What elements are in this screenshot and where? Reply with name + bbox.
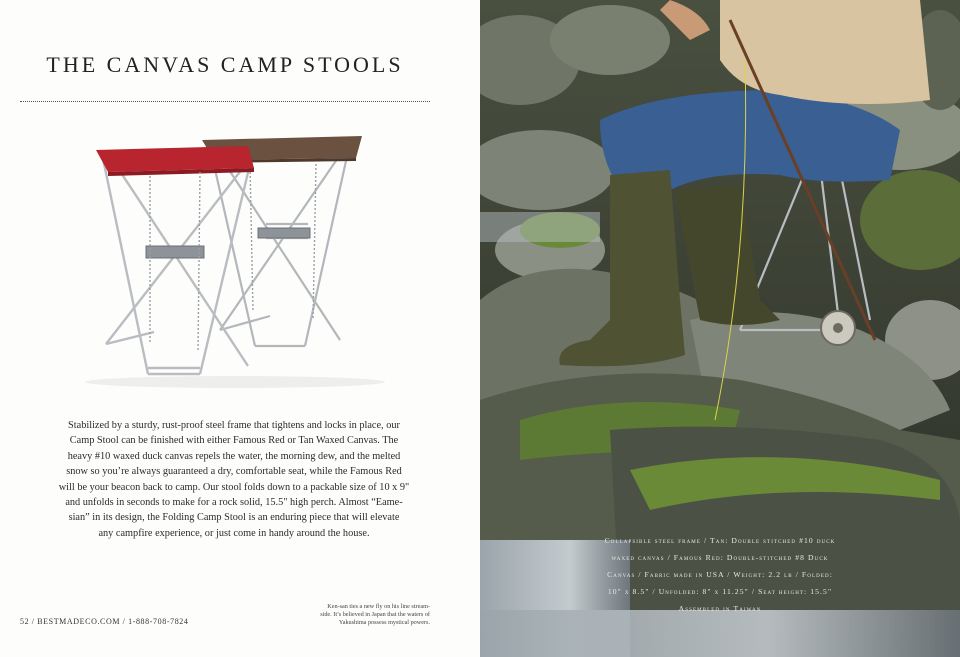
spec-line: Collapsible steel frame / Tan: Double stitched #10 duck	[604, 536, 836, 545]
caption-line: Yakushima possess mystical powers.	[338, 619, 430, 626]
camp-stools-photo	[70, 120, 400, 400]
description-line: and unfolds in seconds to make for a rock solid, 15.5" high perch. Almost “Eame-	[65, 497, 403, 509]
description-line: heavy #10 waxed duck canvas repels the water, the morning dew, and the melted	[67, 450, 401, 462]
description-line: any campfire experience, or just come in handy around the house.	[98, 527, 370, 539]
spec-line: Canvas / Fabric made in USA / Weight: 2.2 lb / Folded:	[607, 570, 833, 579]
description-line: snow so you’re always guaranteed a dry, comfortable seat, while the Famous Red	[66, 466, 402, 478]
page-folio: 52 / BESTMADECO.COM / 1-888-708-7824	[20, 617, 189, 626]
right-page	[480, 0, 960, 657]
product-description	[40, 418, 428, 541]
description-line: sian” in its design, the Folding Camp Stool is an enduring piece that will elevate	[68, 512, 400, 524]
spec-line: 10" x 8.5" / Unfolded: 8" x 11.25" / Seat height: 15.5"	[607, 587, 833, 596]
dotted-divider	[20, 101, 430, 102]
red-canvas-seat	[96, 146, 254, 172]
description-line: Camp Stool can be finished with either Famous Red or Tan Waxed Canvas. The	[69, 435, 399, 447]
spec-line: waxed canvas / Famous Red: Double-stitched #8 Duck	[611, 553, 829, 562]
photo-caption	[290, 603, 430, 627]
product-specifications	[480, 532, 960, 617]
spec-line: Assembled in Taiwan	[678, 604, 762, 613]
caption-line: side. It’s believed in Japan that the waters of	[320, 611, 430, 618]
red-camp-stool	[102, 154, 250, 374]
caption-line: Ken-san ties a new fly on his line stream-	[327, 603, 430, 610]
page-title: THE CANVAS CAMP STOOLS	[46, 52, 404, 77]
description-line: will be your beacon back to camp. Our stool folds down to a packable size of 10 x 9"	[58, 481, 410, 493]
description-line: Stabilized by a sturdy, rust-proof steel frame that tightens and locks in place, our	[68, 420, 400, 431]
